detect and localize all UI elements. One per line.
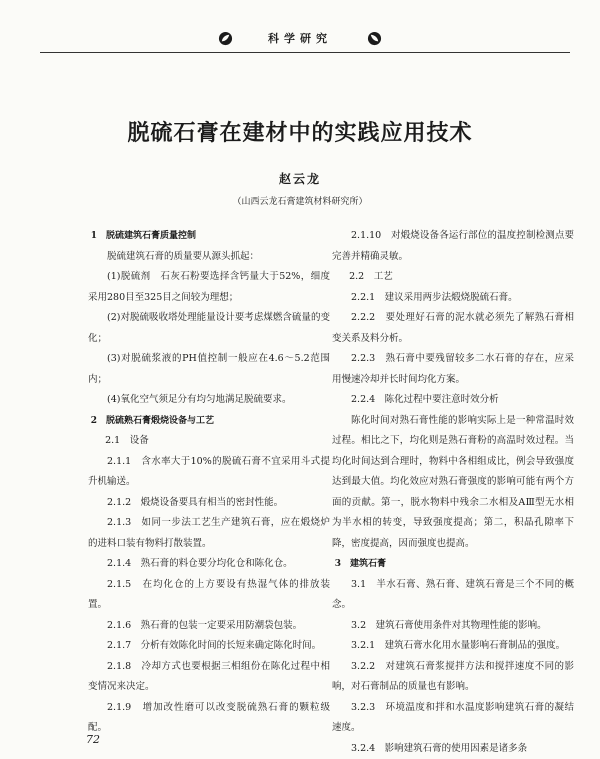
paragraph: 3.2.4 影响建筑石膏的使用因素是诸多条 xyxy=(332,739,574,759)
section-heading: 3 建筑石膏 xyxy=(332,554,574,575)
paragraph: (4)氧化空气须足分有均匀地满足脱硫要求。 xyxy=(88,390,330,411)
paragraph: 2.1.10 对煅烧设备各运行部位的温度控制检测点要完善并精确灵敏。 xyxy=(332,226,574,267)
paper-title: 脱硫石膏在建材中的实践应用技术 xyxy=(0,116,600,147)
leaf-ornament-icon xyxy=(218,31,233,46)
paragraph: 脱硫建筑石膏的质量要从源头抓起： xyxy=(88,247,330,268)
paragraph: 2.1.2 煅烧设备要具有相当的密封性能。 xyxy=(88,493,330,514)
paragraph: 2.2.4 陈化过程中要注意时效分析 xyxy=(332,390,574,411)
paragraph: 2.1.1 含水率大于10%的脱硫石膏不宜采用斗式提升机输送。 xyxy=(88,452,330,493)
subsection-heading: 2.2 工艺 xyxy=(332,267,574,288)
paragraph: 3.2.2 对建筑石膏浆搅拌方法和搅拌速度不同的影响，对石膏制品的质量也有影响。 xyxy=(332,657,574,698)
paragraph: 2.1.7 分析有效陈化时间的长短来确定陈化时间。 xyxy=(88,636,330,657)
subsection-heading: 2.1 设备 xyxy=(88,431,330,452)
paragraph: 3.2 建筑石膏使用条件对其物理性能的影响。 xyxy=(332,616,574,637)
page-number: 72 xyxy=(86,733,100,746)
right-column xyxy=(332,226,574,759)
paragraph: 2.1.8 冷却方式也要根据三相组份在陈化过程中相变情况来决定。 xyxy=(88,657,330,698)
paragraph: 2.1.5 在均化仓的上方要设有热湿气体的排放装置。 xyxy=(88,575,330,616)
paragraph: 2.1.6 熟石膏的包装一定要采用防潮袋包装。 xyxy=(88,616,330,637)
paragraph: 3.2.1 建筑石膏水化用水量影响石膏制品的强度。 xyxy=(332,636,574,657)
paragraph: 2.2.3 熟石膏中要残留较多二水石膏的存在，应采用慢速冷却并长时间均化方案。 xyxy=(332,349,574,390)
section-heading: 2 脱硫熟石膏煅烧设备与工艺 xyxy=(88,411,330,432)
author-name: 赵云龙 xyxy=(0,170,600,187)
paragraph: 3.2.3 环境温度和拌和水温度影响建筑石膏的凝结速度。 xyxy=(332,698,574,739)
leaf-ornament-icon xyxy=(367,31,382,46)
paragraph: (3)对脱硫浆液的PH值控制一般应在4.6～5.2范围内； xyxy=(88,349,330,390)
paragraph: (2)对脱硫吸收塔处理能量设计要考虑煤燃含硫量的变化； xyxy=(88,308,330,349)
paragraph: 2.1.9 增加改性磨可以改变脱硫熟石膏的颗粒级配。 xyxy=(88,698,330,739)
paragraph: 2.1.4 熟石膏的料仓要分均化仓和陈化仓。 xyxy=(88,554,330,575)
journal-header xyxy=(218,28,382,48)
paragraph: 陈化时间对熟石膏性能的影响实际上是一种常温时效过程。相比之下，均化则是熟石膏粉的高温时效过程。当均化时间达到合理时，物料中各相组成比，例会导致强度达到最大值。均化效应对熟石膏强度的影响可能有两个方面的贡献。第一，脱水物料中残余二水相及AⅢ型无水相为半水相的转变，导致强度提高；第二，积晶孔隙率下降，密度提高，因而强度也提高。 xyxy=(332,411,574,555)
paragraph: 3.1 半水石膏、熟石膏、建筑石膏是三个不同的概念。 xyxy=(332,575,574,616)
journal-section-label: 科学研究 xyxy=(268,30,332,46)
header-divider xyxy=(40,52,570,53)
author-affiliation: （山西云龙石膏建筑材料研究所） xyxy=(0,194,600,207)
paragraph: 2.2.2 要处理好石膏的泥水就必须先了解熟石膏相变关系及料分析。 xyxy=(332,308,574,349)
section-heading: 1 脱硫建筑石膏质量控制 xyxy=(88,226,330,247)
paragraph: 2.1.3 如同一步法工艺生产建筑石膏，应在煅烧炉的进料口装有物料打散装置。 xyxy=(88,513,330,554)
paragraph: 2.2.1 建议采用两步法煅烧脱硫石膏。 xyxy=(332,288,574,309)
paragraph: (1)脱硫剂 石灰石粉要选择含钙量大于52%，细度采用280目至325目之间较为理想； xyxy=(88,267,330,308)
left-column xyxy=(88,226,330,739)
